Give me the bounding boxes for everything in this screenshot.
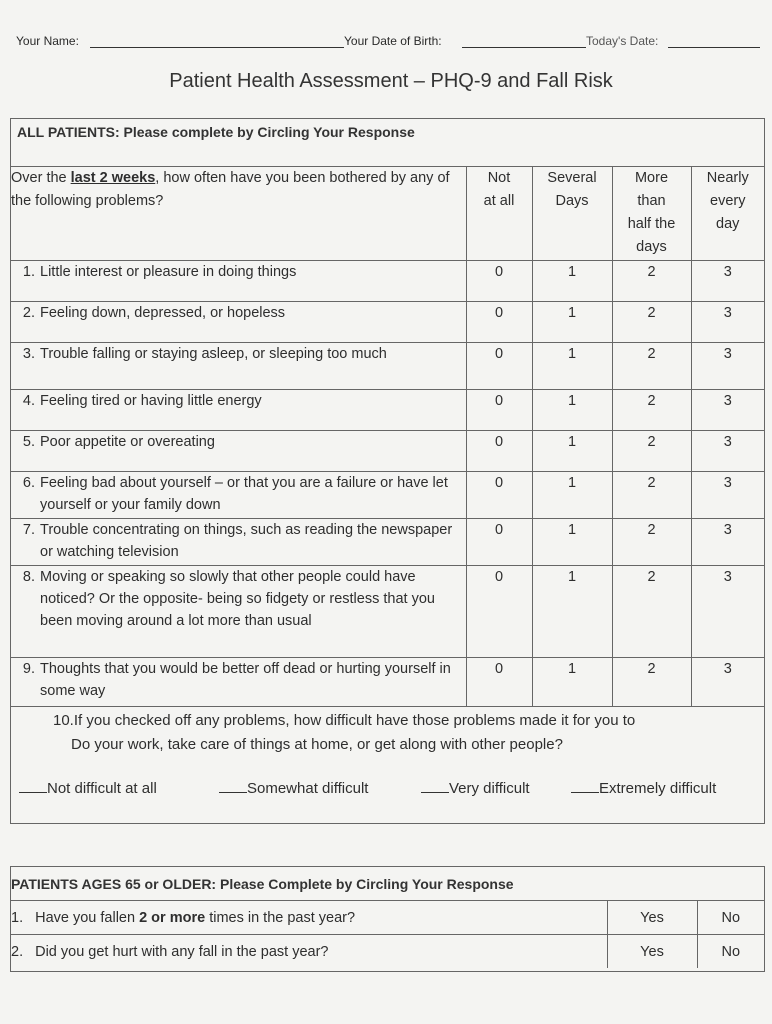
q10-line-1: 10.If you checked off any problems, how difficult have those problems made it for you to	[53, 712, 636, 729]
dob-field[interactable]	[462, 46, 586, 48]
score-option[interactable]: 1	[532, 301, 612, 342]
score-option[interactable]: 1	[532, 430, 612, 471]
phq9-intro: Over the last 2 weeks, how often have you been bothered by any of the following problems?	[11, 167, 466, 260]
phq9-heading: ALL PATIENTS: Please complete by Circling Your Response	[17, 124, 415, 140]
col-not-at-all: Not at all	[466, 167, 532, 260]
fall-risk-header-row	[11, 867, 764, 901]
fall-risk-section	[10, 866, 765, 972]
score-option[interactable]: 2	[612, 389, 691, 430]
score-option[interactable]: 2	[612, 260, 691, 301]
phq9-row-2: 2. Feeling down, depressed, or hopeless 0 1 2 3	[11, 301, 764, 342]
score-option[interactable]: 2	[612, 657, 691, 706]
score-option[interactable]: 2	[612, 342, 691, 389]
col-several-days: Several Days	[532, 167, 612, 260]
fall-q2-no[interactable]: No	[697, 935, 764, 969]
col-more-than-half: More than half the days	[612, 167, 691, 260]
option-very-difficult[interactable]: Very difficult	[421, 779, 530, 797]
fall-q1-no[interactable]: No	[697, 901, 764, 935]
score-option[interactable]: 1	[532, 471, 612, 518]
score-option[interactable]: 2	[612, 565, 691, 657]
item-4-text: Feeling tired or having little energy	[40, 392, 262, 409]
fall-q2-yes[interactable]: Yes	[607, 935, 697, 969]
phq9-row-3: 3. Trouble falling or staying asleep, or sleeping too much 0 1 2 3	[11, 342, 764, 389]
score-option[interactable]: 0	[466, 260, 532, 301]
score-option[interactable]: 1	[532, 518, 612, 565]
score-option[interactable]: 3	[691, 657, 764, 706]
score-option[interactable]: 1	[532, 342, 612, 389]
q10-line-2: Do your work, take care of things at home, or get along with other people?	[71, 736, 563, 753]
phq9-row-7: 7. Trouble concentrating on things, such as reading the newspaper or watching television 0 1 2 3	[11, 518, 764, 565]
score-option[interactable]: 3	[691, 260, 764, 301]
score-option[interactable]: 0	[466, 342, 532, 389]
score-option[interactable]: 0	[466, 518, 532, 565]
phq9-row-5: 5. Poor appetite or overeating 0 1 2 3	[11, 430, 764, 471]
item-9-text: Thoughts that you would be better off dead or hurting yourself in some way	[40, 660, 451, 699]
item-8-text: Moving or speaking so slowly that other people could have noticed? Or the opposite- being so fidgety or restless that you been moving around a lot more than usual	[40, 568, 435, 629]
phq9-row-9: 9. Thoughts that you would be better off dead or hurting yourself in some way 0 1 2 3	[11, 657, 764, 706]
date-label: Today's Date:	[586, 34, 659, 48]
score-option[interactable]: 0	[466, 430, 532, 471]
phq9-header-row	[11, 167, 764, 260]
name-field[interactable]	[90, 46, 344, 48]
score-option[interactable]: 1	[532, 565, 612, 657]
item-6-text: Feeling bad about yourself – or that you are a failure or have let yourself or your family down	[40, 474, 448, 513]
score-option[interactable]: 3	[691, 518, 764, 565]
score-option[interactable]: 0	[466, 301, 532, 342]
name-label: Your Name:	[16, 34, 79, 48]
item-7-text: Trouble concentrating on things, such as reading the newspaper or watching television	[40, 521, 453, 560]
score-option[interactable]: 3	[691, 301, 764, 342]
score-option[interactable]: 0	[466, 565, 532, 657]
fall-q1-yes[interactable]: Yes	[607, 901, 697, 935]
score-option[interactable]: 2	[612, 471, 691, 518]
phq9-row-4: 4. Feeling tired or having little energy 0 1 2 3	[11, 389, 764, 430]
item-3-text: Trouble falling or staying asleep, or sleeping too much	[40, 345, 387, 362]
difficulty-options	[11, 779, 764, 803]
score-option[interactable]: 0	[466, 389, 532, 430]
item-1-text: Little interest or pleasure in doing things	[40, 263, 297, 280]
phq9-row-8: 8. Moving or speaking so slowly that other people could have noticed? Or the opposite- being so fidgety or restless that you been moving around a lot more than usual 0 1 2 3	[11, 565, 764, 657]
score-option[interactable]: 3	[691, 565, 764, 657]
score-option[interactable]: 3	[691, 389, 764, 430]
fall-q1-text: 1. Have you fallen 2 or more times in the past year?	[11, 901, 607, 935]
score-option[interactable]: 1	[532, 260, 612, 301]
question-10	[53, 709, 765, 757]
fall-risk-row-2	[11, 935, 764, 969]
score-option[interactable]: 1	[532, 657, 612, 706]
last-2-weeks-emphasis: last 2 weeks	[70, 170, 156, 186]
fall-risk-heading: PATIENTS AGES 65 or OLDER: Please Complete by Circling Your Response	[11, 867, 764, 901]
score-option[interactable]: 3	[691, 471, 764, 518]
page-title: Patient Health Assessment – PHQ-9 and Fall Risk	[169, 70, 613, 92]
option-somewhat-difficult[interactable]: Somewhat difficult	[219, 779, 368, 797]
score-option[interactable]: 2	[612, 518, 691, 565]
dob-label: Your Date of Birth:	[344, 34, 442, 48]
option-extremely-difficult[interactable]: Extremely difficult	[571, 779, 716, 797]
fall-q2-text: 2. Did you get hurt with any fall in the past year?	[11, 935, 607, 969]
score-option[interactable]: 1	[532, 389, 612, 430]
option-not-difficult[interactable]: Not difficult at all	[19, 779, 157, 797]
patient-info-header	[16, 32, 762, 52]
phq9-row-1: 1. Little interest or pleasure in doing things 0 1 2 3	[11, 260, 764, 301]
fall-risk-row-1	[11, 901, 764, 935]
score-option[interactable]: 2	[612, 430, 691, 471]
phq9-row-6: 6. Feeling bad about yourself – or that you are a failure or have let yourself or your family down 0 1 2 3	[11, 471, 764, 518]
item-5-text: Poor appetite or overeating	[40, 433, 215, 450]
phq9-section-header	[11, 119, 764, 167]
item-2-text: Feeling down, depressed, or hopeless	[40, 304, 286, 321]
score-option[interactable]: 0	[466, 471, 532, 518]
phq9-section	[10, 118, 765, 824]
score-option[interactable]: 2	[612, 301, 691, 342]
score-option[interactable]: 3	[691, 430, 764, 471]
score-option[interactable]: 0	[466, 657, 532, 706]
fall-risk-table	[11, 867, 764, 968]
col-nearly-every-day: Nearly every day	[691, 167, 764, 260]
phq9-table	[11, 167, 764, 707]
score-option[interactable]: 3	[691, 342, 764, 389]
date-field[interactable]	[668, 46, 760, 48]
